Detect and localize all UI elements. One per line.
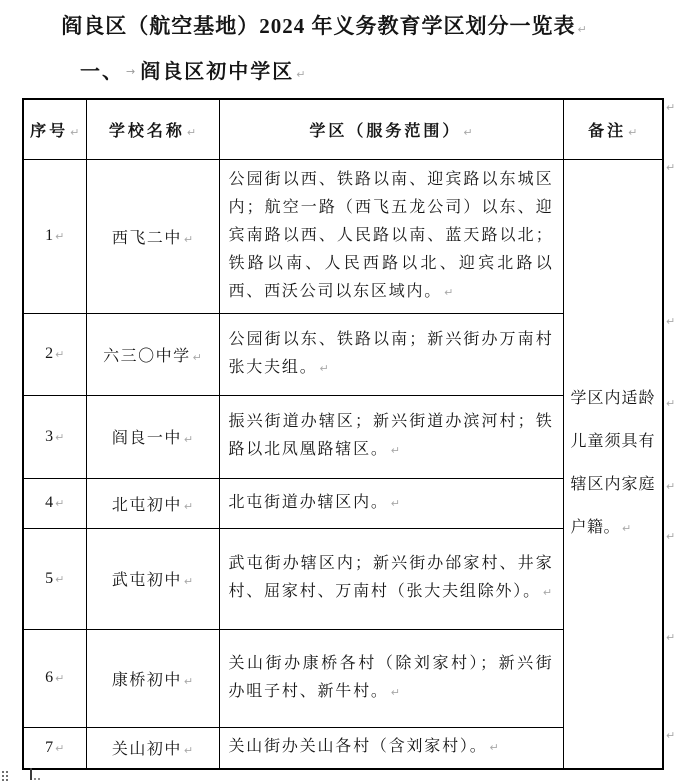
row-end-mark-icon	[666, 631, 680, 645]
row-number-cell: 7 ↵	[23, 727, 86, 769]
school-district-table	[22, 98, 664, 770]
school-name-cell: 武屯初中 ↵	[86, 528, 219, 629]
district-cell: 公园街以东、铁路以南；新兴街办万南村张大夫组。 ↵	[219, 313, 563, 395]
row-number-cell: 4 ↵	[23, 478, 86, 528]
tab-mark-icon	[124, 61, 140, 83]
header-remark: 备注 ↵	[563, 99, 663, 159]
page-title	[0, 10, 648, 36]
table-handle-dots	[2, 771, 4, 773]
school-name-cell: 六三〇中学 ↵	[86, 313, 219, 395]
table-header-row	[23, 99, 663, 159]
school-name-cell: 关山初中 ↵	[86, 727, 219, 769]
school-name-cell: 康桥初中 ↵	[86, 629, 219, 727]
row-end-mark-icon	[666, 480, 680, 494]
school-name-cell: 阎良一中 ↵	[86, 395, 219, 478]
section-number: 一、	[80, 61, 124, 83]
school-name-cell: 北屯初中 ↵	[86, 478, 219, 528]
district-cell: 振兴街道办辖区；新兴街道办滨河村；铁路以北凤凰路辖区。 ↵	[219, 395, 563, 478]
row-number-cell: 5 ↵	[23, 528, 86, 629]
header-school-name: 学校名称 ↵	[86, 99, 219, 159]
district-cell: 武屯街办辖区内；新兴街办邰家村、井家村、屈家村、万南村（张大夫组除外）。 ↵	[219, 528, 563, 629]
row-number-cell: 6 ↵	[23, 629, 86, 727]
table-row	[23, 159, 663, 313]
text-cursor-mark	[30, 768, 32, 780]
row-end-mark-icon	[666, 315, 680, 329]
district-cell: 北屯街道办辖区内。 ↵	[219, 478, 563, 528]
row-end-mark-icon	[666, 729, 680, 743]
row-end-mark-icon	[666, 530, 680, 544]
remark-cell: 学区内适龄儿童须具有辖区内家庭户籍。 ↵	[563, 159, 663, 769]
district-cell: 公园街以西、铁路以南、迎宾路以东城区内；航空一路（西飞五龙公司）以东、迎宾南路以西、人民路以南、蓝天路以北；铁路以南、人民西路以北、迎宾北路以西、西沃公司以东区域内。 ↵	[219, 159, 563, 313]
section-heading	[80, 55, 305, 83]
section-title: 阎良区初中学区 ↵	[140, 61, 305, 83]
page-title-text: 阎良区（航空基地）2024 年义务教育学区划分一览表 ↵	[61, 14, 586, 38]
header-serial-number: 序号 ↵	[23, 99, 86, 159]
school-name-cell: 西飞二中 ↵	[86, 159, 219, 313]
row-number-cell: 3 ↵	[23, 395, 86, 478]
header-district-scope: 学区（服务范围） ↵	[219, 99, 563, 159]
row-number-cell: 1 ↵	[23, 159, 86, 313]
district-cell: 关山街办康桥各村（除刘家村）；新兴街办咀子村、新牛村。 ↵	[219, 629, 563, 727]
row-end-mark-icon	[666, 397, 680, 411]
district-cell: 关山街办关山各村（含刘家村）。 ↵	[219, 727, 563, 769]
row-number-cell: 2 ↵	[23, 313, 86, 395]
row-end-mark-icon	[666, 161, 680, 175]
row-end-mark-icon	[666, 101, 680, 115]
